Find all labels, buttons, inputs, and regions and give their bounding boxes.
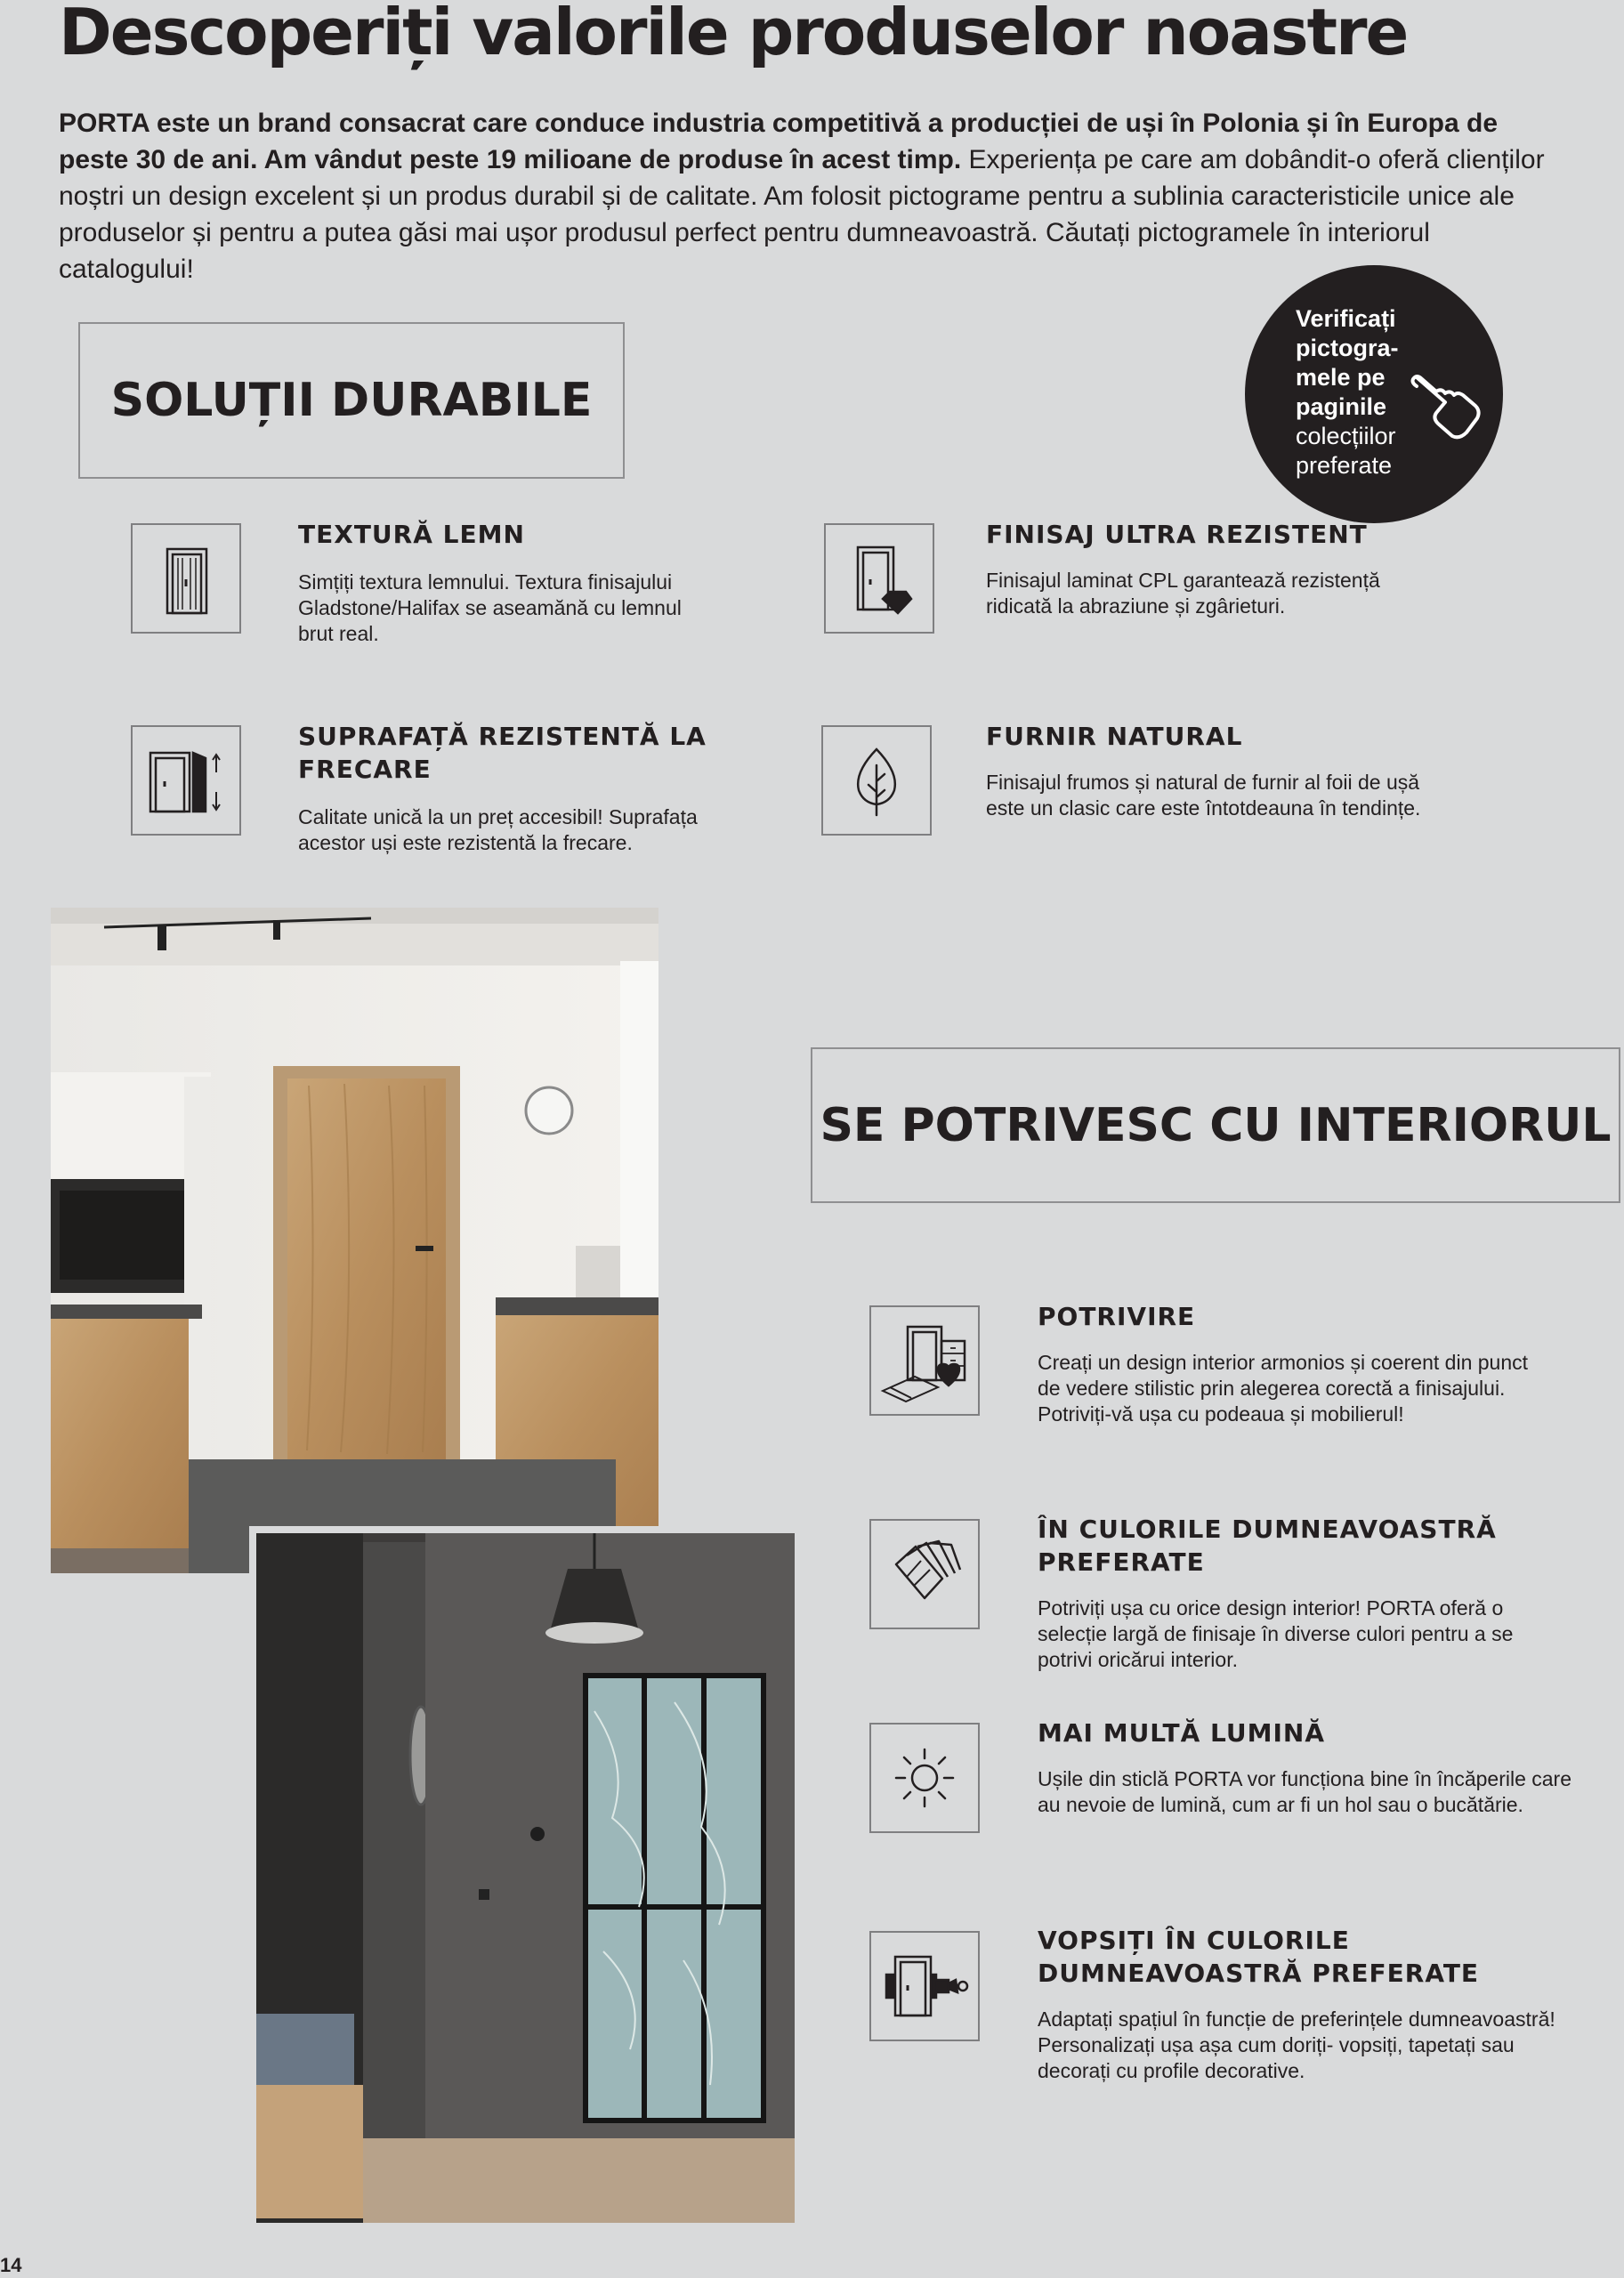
kitchen-illustration — [51, 908, 658, 1573]
feature-ultra-resistant — [986, 518, 1404, 619]
feature-title: TEXTURĂ LEMN — [298, 520, 525, 549]
page-number: 14 — [0, 2254, 22, 2276]
feature-text: Potriviți ușa cu orice design interior! PORTA oferă o selecție largă de finisaje în diverse culori pentru a se potrivi oricărui interior. — [1038, 1596, 1514, 1671]
wood-texture-door-icon — [155, 538, 217, 618]
feature-title: VOPSIȚI ÎN CULORILE DUMNEAVOASTRĂ PREFERATE — [1038, 1926, 1480, 1988]
leaf-icon — [845, 740, 908, 820]
feature-text: Ușile din sticlă PORTA vor funcționa bine în încăperile care au nevoie de lumină, cum ar fi un hol sau o bucătărie. — [1038, 1767, 1571, 1816]
intro-regular-text: Experiența pe care am dobândit-o oferă clienților noștri un design excelent și un produs durabil și de calitate. Am folosit pictograme pentru a sublinia caracteristicile unice ale produselor și pentru a putea găsi mai ușor produsul perfect pentru dumneavoastră. Căutați pictogramele în interiorul catalogului! — [59, 145, 1545, 284]
interior-match-heading: SE POTRIVESC CU INTERIORUL — [820, 1098, 1612, 1152]
feature-text: Finisajul frumos și natural de furnir al foii de ușă este un clasic care este întotdeauna în tendințe. — [986, 771, 1421, 820]
feature-natural-veneer — [986, 720, 1431, 821]
badge-line: pictogra- — [1296, 335, 1399, 361]
natural-veneer-icon-box — [821, 725, 932, 836]
hand-pointer-icon — [1410, 361, 1481, 441]
color-swatches-icon — [880, 1534, 969, 1614]
intro-bold-text: PORTA este un brand consacrat care conduce industria competitivă a producției de uși în Polonia și în Europa de peste 30 de ani. Am vândut peste 19 milioane de produse în acest timp. — [59, 109, 1499, 174]
intro-paragraph — [59, 105, 1563, 287]
feature-wood-texture — [298, 518, 716, 647]
colors-icon-box — [869, 1519, 980, 1629]
feature-title: ÎN CULORILE DUMNEAVOASTRĂ PREFERATE — [1038, 1515, 1497, 1577]
wood-texture-icon-box — [131, 523, 241, 634]
badge-line: paginile — [1296, 393, 1387, 420]
matching-door-heart-icon — [876, 1316, 974, 1405]
feature-paint — [1038, 1924, 1571, 2084]
feature-text: Simțiți textura lemnului. Textura finisajului Gladstone/Halifax se aseamănă cu lemnul brut real. — [298, 570, 682, 645]
feature-title: MAI MULTĂ LUMINĂ — [1038, 1718, 1325, 1748]
sun-icon — [889, 1742, 960, 1814]
matching-icon-box — [869, 1305, 980, 1416]
paint-brush-door-icon — [876, 1946, 974, 2026]
kitchen-photo — [51, 908, 658, 1573]
badge-line: preferate — [1296, 452, 1393, 479]
feature-colors — [1038, 1513, 1536, 1673]
feature-text: Creați un design interior armonios și coerent din punct de vedere stilistic prin alegerea corectă a finisajului. Potriviți-vă ușa cu podeaua și mobilierul! — [1038, 1351, 1529, 1426]
hallway-illustration — [256, 1533, 795, 2223]
feature-more-light — [1038, 1717, 1571, 1818]
feature-text: Adaptați spațiul în funcție de preferințele dumneavoastră! Personalizați ușa așa cum doriți- vopsiți, tapetați sau decorați cu profile decorative. — [1038, 2007, 1555, 2082]
paint-icon-box — [869, 1931, 980, 2041]
more-light-icon-box — [869, 1723, 980, 1833]
badge-line: Verificați — [1296, 305, 1396, 332]
ultra-resistant-icon-box — [824, 523, 934, 634]
feature-rub-resistant — [298, 720, 761, 856]
feature-text: Calitate unică la un preț accesibil! Suprafața acestor uși este rezistentă la frecare. — [298, 805, 698, 854]
feature-title: FINISAJ ULTRA REZISTENT — [986, 520, 1368, 549]
hallway-photo — [249, 1526, 795, 2223]
pictogram-badge — [1245, 265, 1503, 523]
feature-text: Finisajul laminat CPL garantează rezistență ridicată la abraziune și zgârieturi. — [986, 569, 1380, 618]
rub-resistant-icon-box — [131, 725, 241, 836]
durable-solutions-heading: SOLUȚII DURABILE — [110, 374, 593, 427]
interior-match-box — [811, 1047, 1620, 1203]
badge-line: mele pe — [1296, 364, 1386, 391]
page-title: Descoperiți valorile produselor noastre — [59, 0, 1408, 69]
badge-line: colecțiilor — [1296, 423, 1396, 449]
durable-solutions-box — [78, 322, 625, 479]
feature-title: FURNIR NATURAL — [986, 722, 1243, 751]
feature-matching — [1038, 1300, 1536, 1427]
diamond-door-icon — [844, 538, 915, 618]
feature-title: POTRIVIRE — [1038, 1302, 1196, 1331]
rub-resistant-door-icon — [141, 740, 230, 820]
feature-title: SUPRAFAȚĂ REZISTENTĂ LA FRECARE — [298, 722, 707, 784]
